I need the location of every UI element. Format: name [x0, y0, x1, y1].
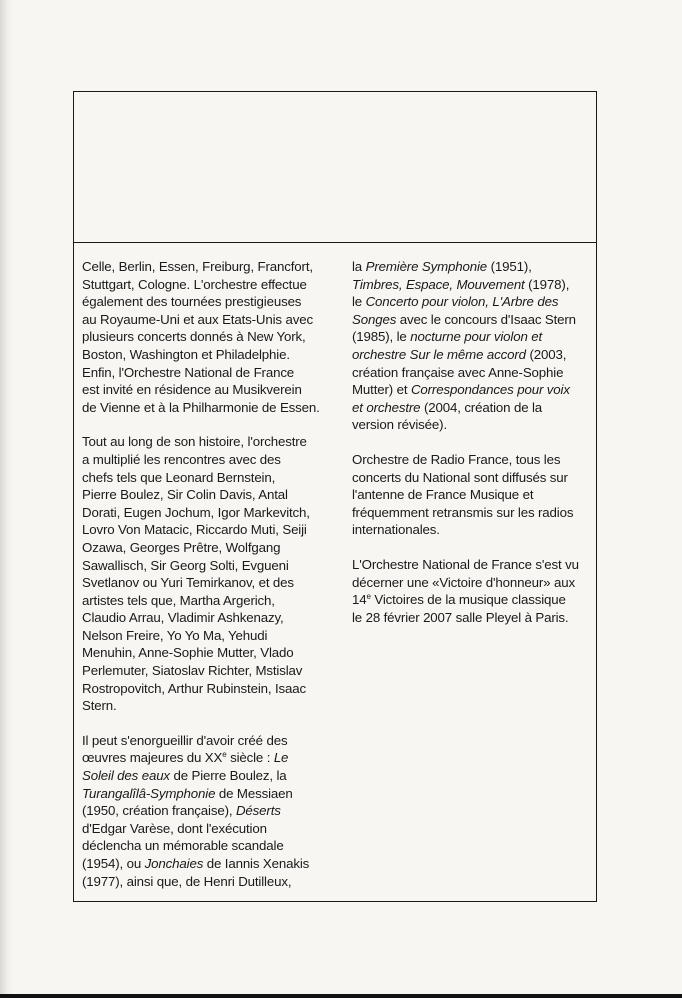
- work-title: Turangalîlâ-Symphonie: [82, 785, 216, 801]
- text-run: œuvres majeures du XX: [82, 750, 223, 766]
- work-title: orchestre Sur le même accord: [352, 346, 526, 362]
- page-edge: [0, 0, 14, 998]
- text-run: la: [352, 259, 366, 274]
- text-line: [352, 276, 592, 294]
- text-line: Il peut s'enorgueillir d'avoir créé des: [82, 732, 288, 748]
- superscript: e: [366, 592, 371, 602]
- text-line: [82, 802, 332, 820]
- text-run: (1950, création française),: [82, 803, 236, 819]
- text-run: de Iannis Xenakis: [203, 856, 310, 871]
- left-column: [82, 258, 332, 907]
- text-line: [82, 767, 332, 785]
- text-line: l'antenne de France Musique et: [352, 487, 534, 503]
- work-title: Déserts: [235, 803, 281, 819]
- text-line: déclencha un mémorable scandale: [82, 838, 284, 854]
- text-run: avec le concours d'Isaac Stern: [396, 311, 576, 327]
- work-title: Songes: [352, 311, 397, 327]
- text-line: Perlemuter, Siatoslav Richter, Mstislav: [82, 663, 303, 679]
- text-line: Nelson Freire, Yo Yo Ma, Yehudi: [82, 627, 268, 643]
- text-run: (1951),: [487, 259, 532, 274]
- work-title: Soleil des eaux: [82, 768, 170, 784]
- text-line: Orchestre de Radio France, tous les: [352, 451, 561, 467]
- text-line: le 28 février 2007 salle Pleyel à Paris.: [352, 609, 569, 625]
- text-line: Claudio Arrau, Vladimir Ashkenazy,: [82, 610, 284, 626]
- paragraph-broadcast: [352, 451, 592, 539]
- text-run: (1954), ou: [82, 856, 145, 871]
- text-line: au Royaume-Uni et aux Etats-Unis avec: [82, 311, 313, 327]
- text-line: Enfin, l'Orchestre National de France: [82, 364, 295, 380]
- work-title: Première Symphonie: [365, 259, 488, 274]
- page-bottom-edge: [0, 994, 682, 998]
- text-run: 14: [352, 592, 367, 608]
- text-line: internationales.: [352, 522, 440, 538]
- text-line: a multiplié les rencontres avec des: [82, 451, 281, 467]
- paragraph-award: [352, 556, 592, 626]
- text-line: [352, 328, 592, 346]
- text-line: [352, 346, 592, 364]
- text-line: Boston, Washington et Philadelphie.: [82, 346, 290, 362]
- text-line: Stuttgart, Cologne. L'orchestre effectue: [82, 276, 307, 292]
- text-line: (1977), ainsi que, de Henri Dutilleux,: [82, 873, 292, 889]
- superscript: e: [222, 750, 227, 760]
- text-line: concerts du National sont diffusés sur: [352, 469, 568, 485]
- text-run: le: [352, 294, 366, 310]
- text-line: version révisée).: [352, 417, 447, 433]
- text-line: [82, 749, 332, 767]
- work-title: Le: [273, 750, 289, 766]
- text-line: Tout au long de son histoire, l'orchestre: [82, 434, 307, 450]
- text-line: fréquemment retransmis sur les radios: [352, 504, 574, 520]
- text-line: [82, 855, 332, 873]
- work-title: Jonchaies: [144, 856, 204, 871]
- text-line: Celle, Berlin, Essen, Freiburg, Francfort,: [82, 259, 313, 274]
- work-title: Timbres, Espace, Mouvement: [352, 276, 525, 292]
- text-line: [82, 785, 332, 803]
- text-line: de Vienne et à la Philharmonie de Essen.: [82, 399, 320, 415]
- text-line: Rostropovitch, Arthur Rubinstein, Isaac: [82, 680, 307, 696]
- text-line: L'Orchestre National de France s'est vu: [352, 556, 579, 572]
- text-line: chefs tels que Leonard Bernstein,: [82, 469, 276, 485]
- paragraph-conductors: [82, 433, 332, 715]
- paragraph-dutilleux-works: [352, 258, 592, 434]
- text-line: Svetlanov ou Yuri Temirkanov, et des: [82, 575, 294, 591]
- text-run: (2003,: [525, 346, 567, 362]
- text-line: Pierre Boulez, Sir Colin Davis, Antal: [82, 487, 288, 503]
- text-line: [352, 311, 592, 329]
- text-run: (2004, création de la: [420, 399, 543, 415]
- text-line: Stern.: [82, 698, 117, 714]
- text-run: de Messiaen: [215, 785, 293, 801]
- text-run: Mutter) et: [352, 382, 411, 398]
- right-column: [352, 258, 592, 643]
- text-line: [352, 258, 592, 276]
- text-line: [352, 293, 592, 311]
- work-title: et orchestre: [352, 399, 421, 415]
- text-line: [352, 399, 592, 417]
- text-line: Dorati, Eugen Jochum, Igor Markevitch,: [82, 504, 310, 520]
- text-line: Menuhin, Anne-Sophie Mutter, Vlado: [82, 645, 294, 661]
- text-line: [352, 381, 592, 399]
- text-line: artistes tels que, Martha Argerich,: [82, 592, 275, 608]
- text-line: [352, 591, 592, 609]
- text-run: de Pierre Boulez, la: [169, 768, 287, 784]
- text-line: création française avec Anne-Sophie: [352, 364, 564, 380]
- paragraph-premieres: [82, 732, 332, 890]
- paragraph-tours: [82, 258, 332, 416]
- text-line: plusieurs concerts donnés à New York,: [82, 329, 306, 345]
- text-line: est invité en résidence au Musikverein: [82, 382, 302, 398]
- text-run: siècle :: [226, 750, 274, 766]
- text-frame: [73, 91, 597, 902]
- work-title: nocturne pour violon et: [410, 329, 543, 345]
- work-title: Correspondances pour voix: [410, 382, 570, 398]
- text-line: d'Edgar Varèse, dont l'exécution: [82, 820, 267, 836]
- text-line: Lovro Von Matacic, Riccardo Muti, Seiji: [82, 522, 307, 538]
- text-line: également des tournées prestigieuses: [82, 294, 302, 310]
- text-line: Sawallisch, Sir Georg Solti, Evgueni: [82, 557, 289, 573]
- text-line: décerner une «Victoire d'honneur» aux: [352, 574, 575, 590]
- text-line: Ozawa, Georges Prêtre, Wolfgang: [82, 539, 281, 555]
- text-run: (1978),: [524, 276, 570, 292]
- work-title: Concerto pour violon, L'Arbre des: [365, 294, 559, 310]
- text-run: Victoires de la musique classique: [370, 592, 566, 608]
- empty-header-box: [74, 92, 596, 243]
- text-run: (1985), le: [352, 329, 411, 345]
